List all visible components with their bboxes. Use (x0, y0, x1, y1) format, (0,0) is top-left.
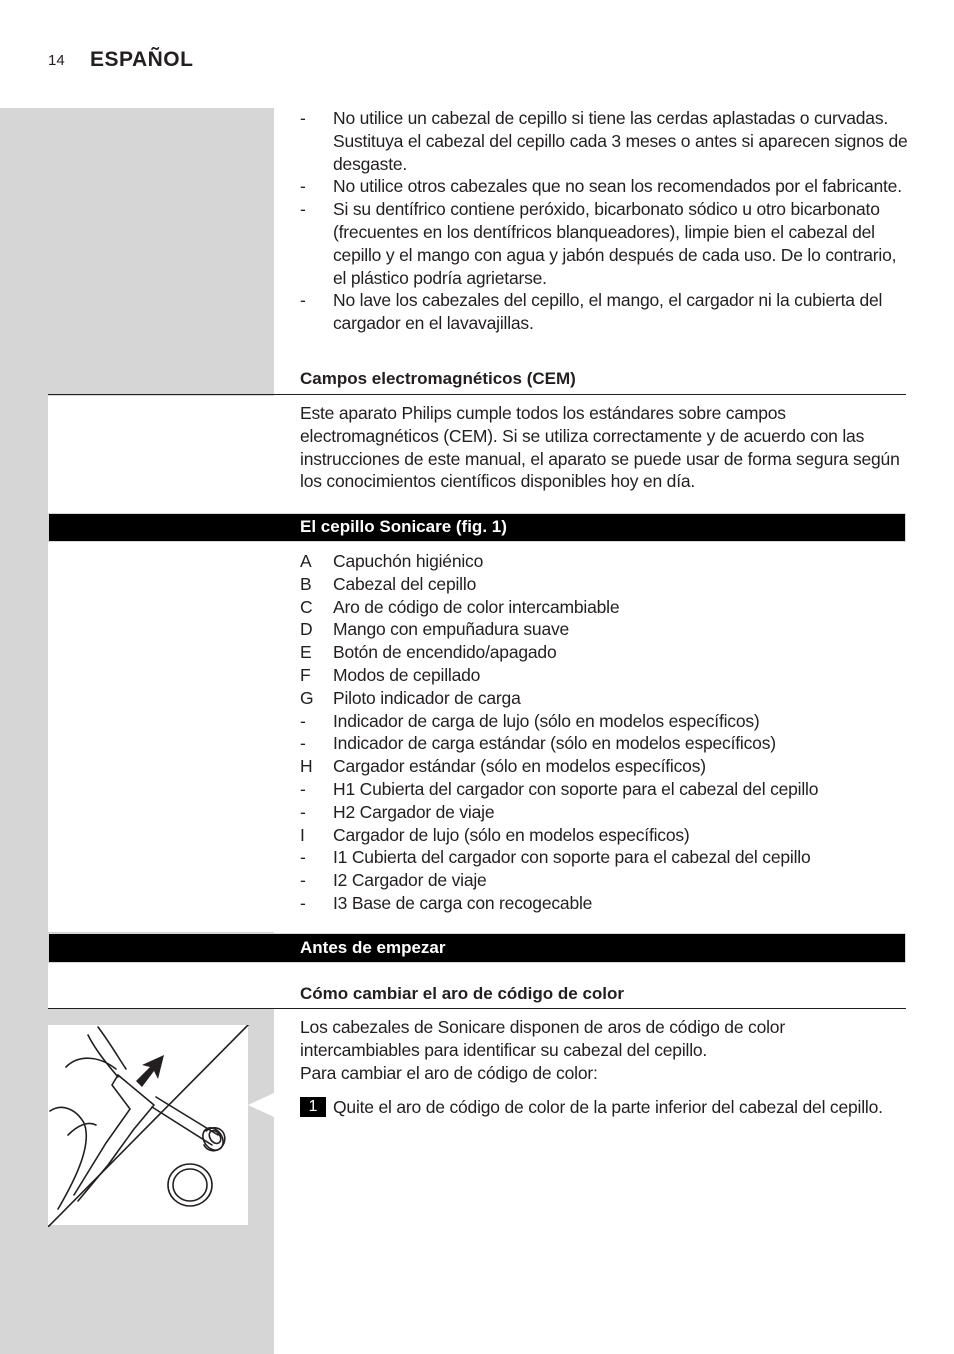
before-start-heading: Antes de empezar (300, 938, 446, 957)
list-item: F Modos de cepillado (300, 664, 481, 685)
sonicare-margin-block (48, 542, 274, 932)
list-item: - No utilice otros cabezales que no sean los recomendados por el fabricante. (300, 176, 902, 197)
list-item: I Cargador de lujo (sólo en modelos específicos) (300, 824, 690, 845)
list-item: C Aro de código de color intercambiable (300, 596, 620, 617)
list-item: - No utilice un cabezal de cepillo si tiene las cerdas aplastadas o curvadas. Sustituya el cabezal del cepillo cada 3 meses o antes si aparecen signos de desgaste. (300, 108, 908, 174)
before-start-margin-block (48, 963, 274, 1008)
emf-margin-block (48, 396, 274, 513)
list-item: - Indicador de carga estándar (sólo en modelos específicos) (300, 733, 776, 754)
emf-heading: Campos electromagnéticos (CEM) (300, 369, 576, 388)
list-item: - Si su dentífrico contiene peróxido, bicarbonato sódico u otro bicarbonato (frecuentes en los dentífricos blanqueadores), limpie bien el cabezal del cepillo y el mango con agua y jabón después de cada uso. De lo contrario, el plástico podría agrietarse. (300, 199, 897, 288)
sonicare-section-bar (48, 513, 906, 542)
before-start-section-bar (48, 933, 906, 963)
page-language-title: ESPAÑOL (90, 48, 194, 71)
warnings-section (300, 107, 912, 335)
warnings-list (300, 107, 912, 335)
list-item: E Botón de encendido/apagado (300, 642, 557, 663)
list-item: H Cargador estándar (sólo en modelos específicos) (300, 756, 706, 777)
list-item: - No lave los cabezales del cepillo, el mango, el cargador ni la cubierta del cargador en el lavavajillas. (300, 290, 883, 334)
color-ring-lead: Para cambiar el aro de código de color: (300, 1063, 598, 1083)
color-ring-removal-illustration (48, 1025, 274, 1227)
page-number: 14 (48, 52, 65, 69)
emf-paragraph: Este aparato Philips cumple todos los estándares sobre campos electromagnéticos (CEM). Si se utiliza correctamente y de acuerdo con las instrucciones de este manual, el aparato se puede usar de forma segura según los conocimientos científicos disponibles hoy en día. (300, 403, 900, 492)
pointer-arrow-icon (248, 1093, 274, 1117)
parts-section (300, 550, 912, 915)
list-item: G Piloto indicador de carga (300, 687, 521, 708)
list-item: - Indicador de carga de lujo (sólo en modelos específicos) (300, 710, 760, 731)
list-item: - H2 Cargador de viaje (300, 801, 495, 822)
list-item: - H1 Cubierta del cargador con soporte para el cabezal del cepillo (300, 778, 819, 799)
list-item: B Cabezal del cepillo (300, 573, 477, 594)
section-divider (48, 394, 906, 395)
list-item: A Capuchón higiénico (300, 551, 484, 571)
list-item: D Mango con empuñadura suave (300, 619, 570, 640)
parts-list (300, 550, 912, 915)
color-ring-intro: Los cabezales de Sonicare disponen de aros de código de color intercambiables para identificar su cabezal del cepillo. (300, 1017, 785, 1060)
list-item: - I2 Cargador de viaje (300, 870, 487, 891)
step-text: Quite el aro de código de color de la parte inferior del cabezal del cepillo. (333, 1097, 883, 1117)
step-number-badge: 1 (300, 1097, 326, 1117)
color-ring-heading: Cómo cambiar el aro de código de color (300, 984, 625, 1003)
section-divider (48, 1008, 906, 1009)
step-1 (300, 1096, 900, 1119)
list-item: - I3 Base de carga con recogecable (300, 892, 593, 913)
list-item: - I1 Cubierta del cargador con soporte para el cabezal del cepillo (300, 847, 811, 868)
sonicare-heading: El cepillo Sonicare (fig. 1) (300, 517, 507, 536)
